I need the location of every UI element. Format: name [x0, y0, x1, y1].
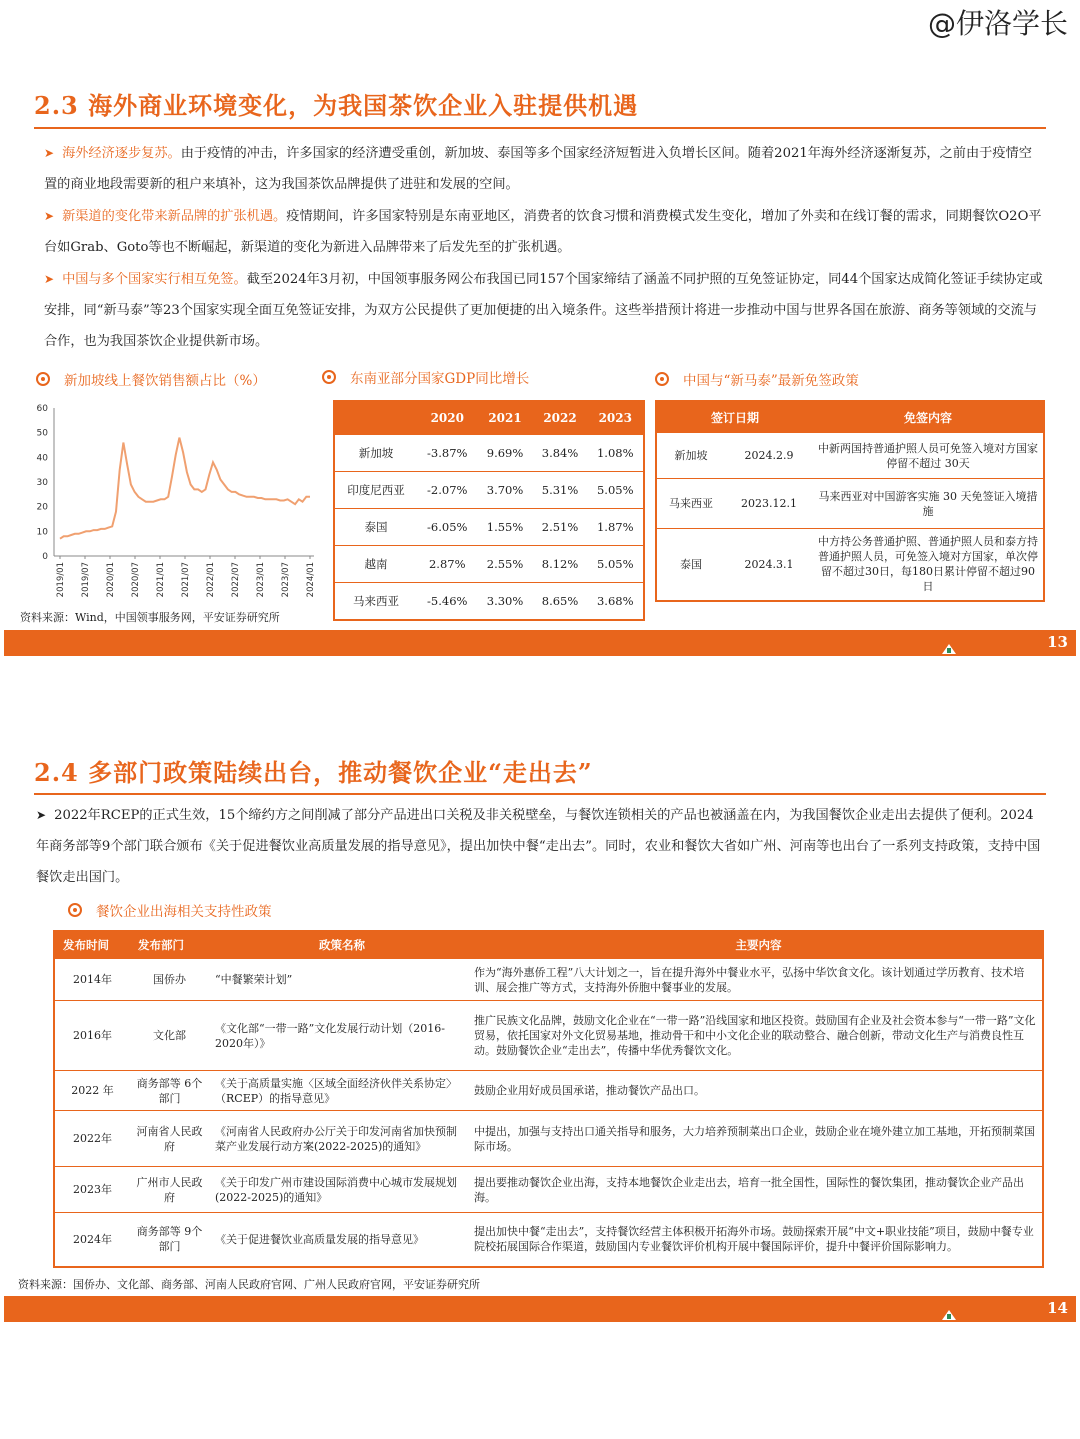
- gdp-row: [334, 583, 644, 621]
- gdp-cell: -5.46%: [417, 583, 478, 621]
- section-title-2-3: 2.3 海外商业环境变化，为我国茶饮企业入驻提供机遇: [34, 91, 639, 120]
- title-underline: [34, 793, 1046, 795]
- visa-cell: 2024.2.9: [725, 433, 813, 479]
- visa-cell: 新加坡: [656, 433, 725, 479]
- gdp-header-row: [334, 401, 644, 435]
- arrow-icon: ➤: [44, 272, 55, 286]
- y-tick-label: 60: [36, 404, 48, 414]
- gdp-header-cell: 2021: [478, 401, 533, 435]
- gdp-label-text: 东南亚部分国家GDP同比增长: [350, 371, 530, 387]
- policy-row: [54, 959, 1043, 1001]
- gdp-cell: 5.31%: [533, 472, 588, 509]
- policy-label-text: 餐饮企业出海相关支持性政策: [96, 904, 272, 920]
- circle-bullet-icon: [655, 372, 669, 386]
- policy-header-cell: 发布时间: [54, 931, 130, 959]
- page-number: 13: [1047, 633, 1068, 651]
- gdp-cell: 8.65%: [533, 583, 588, 621]
- policy-cell: 河南省人民政府: [130, 1111, 209, 1167]
- circle-bullet-icon: [36, 372, 50, 386]
- policy-row: [54, 1001, 1043, 1071]
- watermark: @伊洛学长: [927, 7, 1068, 40]
- policy-cell: 推广民族文化品牌，鼓励文化企业在“一带一路”沿线国家和地区投资。鼓励国有企业及社会资本参与“一带一路”文化贸易，依托国家对外文化贸易基地，推动骨干和中小文化企业的联动整合、融合创新，带动文化生产与消费良性互动。鼓励餐饮企业“走出去”，传播中华优秀餐饮文化。: [468, 1001, 1043, 1071]
- visa-row: [656, 479, 1044, 529]
- gdp-cell: 3.84%: [533, 435, 588, 472]
- visa-header-cell: 免签内容: [813, 401, 1044, 433]
- y-tick-label: 10: [36, 527, 48, 538]
- policy-table-label: [68, 900, 272, 920]
- policy-header-row: [54, 931, 1043, 959]
- circle-bullet-icon: [68, 903, 82, 917]
- gdp-cell: 3.30%: [478, 583, 533, 621]
- policy-cell: 《关于印发广州市建设国际消费中心城市发展规划(2022-2025)的通知》: [209, 1167, 468, 1213]
- gdp-header-cell: 2020: [417, 401, 478, 435]
- y-tick-label: 50: [36, 428, 48, 439]
- y-tick-label: 20: [36, 502, 48, 513]
- x-tick-label: 2022/01: [206, 562, 216, 598]
- paragraph-lead: 新渠道的变化带来新品牌的扩张机遇。: [62, 209, 287, 224]
- gdp-table: [333, 400, 645, 621]
- online-sales-chart: [20, 398, 320, 608]
- policy-cell: 商务部等 9个部门: [130, 1213, 209, 1267]
- paragraph-text: 由于疫情的冲击，许多国家的经济遭受重创，新加坡、泰国等多个国家经济短暂进入负增长区间。随着2021年海外经济逐渐复苏，之前由于疫情空置的商业地段需要新的租户来填补，这为我国茶饮品牌提供了进驻和发展的空间。: [44, 146, 1032, 192]
- gdp-cell: 1.55%: [478, 509, 533, 546]
- visa-cell: 马来西亚对中国游客实施 30 天免签证入境措施: [813, 479, 1044, 529]
- gdp-cell: 2.87%: [417, 546, 478, 583]
- policy-row: [54, 1167, 1043, 1213]
- policy-cell: 2022 年: [54, 1071, 130, 1111]
- policy-cell: 广州市人民政府: [130, 1167, 209, 1213]
- paragraph-text: 2022年RCEP的正式生效，15个缔约方之间削减了部分产品进出口关税及非关税壁垒，与餐饮连锁相关的产品也被涵盖在内，为我国餐饮企业走出去提供了便利。2024年商务部等9个部门联合颁布《关于促进餐饮业高质量发展的指导意见》，提出加快中餐“走出去”。同时，农业和餐饮大省如广州、河南等也出台了一系列支持政策，支持中国餐饮走出国门。: [36, 808, 1041, 885]
- x-tick-label: 2019/01: [56, 562, 66, 598]
- visa-cell: 2023.12.1: [725, 479, 813, 529]
- footer-bar-13: [4, 630, 1076, 656]
- paragraph-economy: [44, 138, 1044, 200]
- gdp-row: [334, 472, 644, 509]
- gdp-cell: 5.05%: [588, 546, 644, 583]
- policy-row: [54, 1111, 1043, 1167]
- visa-cell: 马来西亚: [656, 479, 725, 529]
- policy-cell: 文化部: [130, 1001, 209, 1071]
- visa-label: [655, 369, 859, 389]
- gdp-cell: 新加坡: [334, 435, 417, 472]
- visa-row: [656, 529, 1044, 601]
- policy-row: [54, 1213, 1043, 1267]
- y-tick-label: 40: [36, 453, 48, 464]
- footer-bar-14: [4, 1296, 1076, 1322]
- visa-header-row: [656, 401, 1044, 433]
- visa-row: [656, 433, 1044, 479]
- arrow-icon: ➤: [44, 209, 55, 223]
- x-tick-label: 2022/07: [231, 562, 241, 598]
- chart-label-text: 新加坡线上餐饮销售额占比（%）: [64, 373, 266, 389]
- gdp-cell: 印度尼西亚: [334, 472, 417, 509]
- visa-header-cell: 签订日期: [656, 401, 813, 433]
- policy-row: [54, 1071, 1043, 1111]
- paragraph-lead: 海外经济逐步复苏。: [62, 146, 181, 161]
- policy-header-cell: 发布部门: [130, 931, 209, 959]
- policy-cell: 鼓励企业用好成员国承诺，推动餐饮产品出口。: [468, 1071, 1043, 1111]
- policy-table: [53, 930, 1044, 1268]
- policy-cell: 2014年: [54, 959, 130, 1001]
- x-tick-label: 2021/07: [181, 562, 191, 598]
- policy-cell: 《河南省人民政府办公厅关于印发河南省加快预制菜产业发展行动方案(2022-2025)的通知》: [209, 1111, 468, 1167]
- gdp-cell: 1.87%: [588, 509, 644, 546]
- gdp-cell: -2.07%: [417, 472, 478, 509]
- gdp-cell: 8.12%: [533, 546, 588, 583]
- policy-cell: 商务部等 6个部门: [130, 1071, 209, 1111]
- gdp-cell: 3.68%: [588, 583, 644, 621]
- gdp-header-cell: 2022: [533, 401, 588, 435]
- section-title-2-4: 2.4 多部门政策陆续出台，推动餐饮企业“走出去”: [34, 758, 593, 787]
- y-tick-label: 0: [42, 552, 48, 562]
- visa-cell: 2024.3.1: [725, 529, 813, 601]
- line-chart-svg: [20, 398, 320, 608]
- gdp-row: [334, 435, 644, 472]
- paragraph-channels: [44, 201, 1044, 263]
- x-tick-label: 2020/01: [106, 562, 116, 598]
- policy-cell: 国侨办: [130, 959, 209, 1001]
- policy-cell: 提出要推动餐饮企业出海，支持本地餐饮企业走出去，培育一批全国性，国际性的餐饮集团，推动餐饮企业产品出海。: [468, 1167, 1043, 1213]
- policy-cell: “中餐繁荣计划”: [209, 959, 468, 1001]
- policy-cell: 《关于促进餐饮业高质量发展的指导意见》: [209, 1213, 468, 1267]
- gdp-cell: 3.70%: [478, 472, 533, 509]
- arrow-icon: ➤: [36, 808, 47, 822]
- gdp-cell: 马来西亚: [334, 583, 417, 621]
- x-tick-label: 2019/07: [81, 562, 91, 598]
- visa-table: [655, 400, 1045, 602]
- paragraph-text: 疫情期间，许多国家特别是东南亚地区，消费者的饮食习惯和消费模式发生变化，增加了外卖和在线订餐的需求，同期餐饮O2O平台如Grab、Goto等也不断崛起，新渠道的变化为新进入品牌带来了后发先至的扩张机遇。: [44, 209, 1042, 255]
- policy-cell: 《关于高质量实施〈区域全面经济伙伴关系协定〉（RCEP）的指导意见》: [209, 1071, 468, 1111]
- x-tick-label: 2023/01: [256, 562, 266, 598]
- policy-cell: 《文化部“一带一路”文化发展行动计划（2016-2020年）》: [209, 1001, 468, 1071]
- gdp-header-cell: 2023: [588, 401, 644, 435]
- x-tick-label: 2023/07: [281, 562, 291, 598]
- paragraph-visa: [44, 264, 1044, 357]
- gdp-cell: 5.05%: [588, 472, 644, 509]
- arrow-icon: ➤: [44, 146, 55, 160]
- gdp-cell: 越南: [334, 546, 417, 583]
- circle-bullet-icon: [322, 370, 336, 384]
- gdp-header-cell: [334, 401, 417, 435]
- policy-cell: 中提出，加强与支持出口通关指导和服务，大力培养预制菜出口企业，鼓励企业在境外建立加工基地，开拓预制菜国际市场。: [468, 1111, 1043, 1167]
- logo-mark-icon: [947, 1314, 951, 1319]
- policy-cell: 2023年: [54, 1167, 130, 1213]
- visa-label-text: 中国与“新马泰”最新免签政策: [683, 373, 859, 389]
- policy-cell: 2016年: [54, 1001, 130, 1071]
- paragraph-text: 截至2024年3月初，中国领事服务网公布我国已同157个国家缔结了涵盖不同护照的互免签证协定，同44个国家达成简化签证手续协定或安排，同“新马泰”等23个国家实现全面互免签证安排，为双方公民提供了更加便捷的出入境条件。这些举措预计将进一步推动中国与世界各国在旅游、商务等领域的交流与合作，也为我国茶饮企业提供新市场。: [44, 272, 1043, 349]
- gdp-row: [334, 546, 644, 583]
- y-tick-label: 30: [36, 478, 48, 488]
- gdp-cell: 9.69%: [478, 435, 533, 472]
- page-number: 14: [1047, 1299, 1068, 1317]
- paragraph-lead: 中国与多个国家实行相互免签。: [62, 272, 247, 287]
- visa-cell: 中新两国持普通护照人员可免签入境对方国家停留不超过 30天: [813, 433, 1044, 479]
- gdp-cell: -6.05%: [417, 509, 478, 546]
- gdp-cell: 2.55%: [478, 546, 533, 583]
- policy-cell: 提出加快中餐“走出去”，支持餐饮经营主体积极开拓海外市场。鼓励探索开展“中文+职业技能”项目，鼓励中餐专业院校拓展国际合作渠道，鼓励国内专业餐饮评价机构开展中餐国际评价，提升中餐评价国际影响力。: [468, 1213, 1043, 1267]
- series-line: [60, 438, 310, 539]
- title-underline: [34, 127, 1046, 129]
- gdp-label: [322, 367, 529, 387]
- gdp-cell: 泰国: [334, 509, 417, 546]
- x-tick-label: 2024/01: [306, 562, 316, 598]
- policy-header-cell: 政策名称: [209, 931, 468, 959]
- chart-label: [36, 369, 266, 389]
- paragraph-policy: [36, 800, 1044, 893]
- x-tick-label: 2021/01: [156, 562, 166, 598]
- source-note-13: 资料来源：Wind，中国领事服务网，平安证券研究所: [20, 611, 280, 624]
- policy-cell: 2024年: [54, 1213, 130, 1267]
- gdp-cell: -3.87%: [417, 435, 478, 472]
- x-tick-label: 2020/07: [131, 562, 141, 598]
- gdp-cell: 2.51%: [533, 509, 588, 546]
- gdp-cell: 1.08%: [588, 435, 644, 472]
- policy-cell: 作为“海外惠侨工程”八大计划之一，旨在提升海外中餐业水平，弘扬中华饮食文化。该计划通过学历教育、技术培训、展会推广等方式，支持海外侨胞中餐事业的发展。: [468, 959, 1043, 1001]
- gdp-row: [334, 509, 644, 546]
- policy-header-cell: 主要内容: [468, 931, 1043, 959]
- visa-cell: 中方持公务普通护照、普通护照人员和泰方持普通护照人员，可免签入境对方国家，单次停留不超过30日，每180日累计停留不超过90日: [813, 529, 1044, 601]
- logo-mark-icon: [947, 648, 951, 653]
- policy-cell: 2022年: [54, 1111, 130, 1167]
- source-note-14: 资料来源：国侨办、文化部、商务部、河南人民政府官网、广州人民政府官网，平安证券研究所: [18, 1278, 480, 1291]
- visa-cell: 泰国: [656, 529, 725, 601]
